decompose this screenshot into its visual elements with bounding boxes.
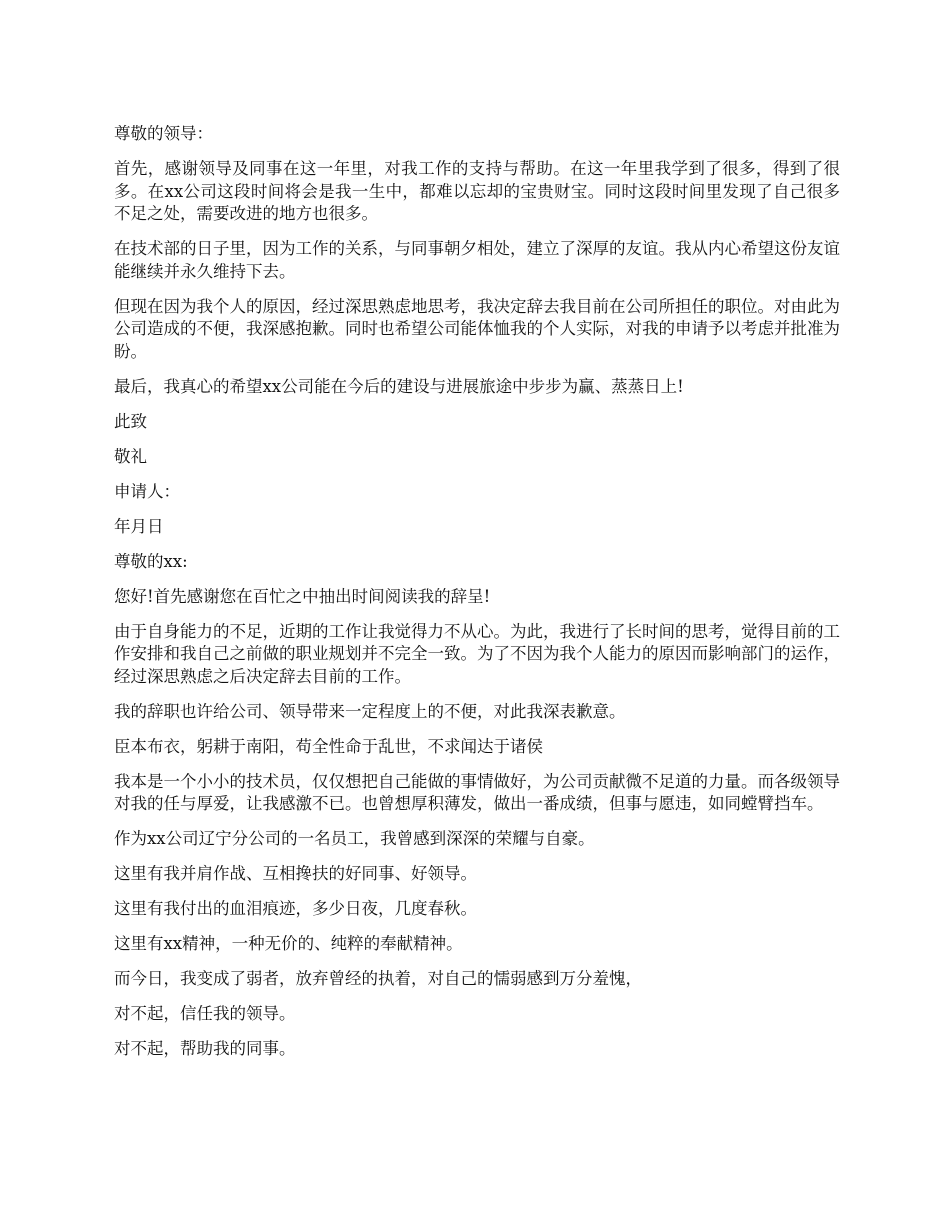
salutation-second: 尊敬的xx: (114, 551, 188, 571)
paragraph-greeting: 您好!首先感谢您在百忙之中抽出时间阅读我的辞呈! (114, 586, 491, 606)
paragraph-spirit: 这里有xx精神，一种无价的、纯粹的奉献精神。 (114, 934, 463, 953)
paragraph-pride: 作为xx公司辽宁分公司的一名员工，我曾感到深深的荣耀与自豪。 (114, 829, 595, 848)
salutation: 尊敬的领导： (114, 124, 213, 143)
closing-jingli: 敬礼 (114, 446, 147, 466)
paragraph-resignation: 但现在因为我个人的原因，经过深思熟虑地思考，我决定辞去我目前在公司所担任的职位。对由此为公司造成的不便，我深感抱歉。同时也希望公司能体恤我的个人实际，对我的申请予以考虑并批准为盼。 (114, 296, 840, 361)
paragraph-wishes: 最后，我真心的希望xx公司能在今后的建设与进展旅途中步步为赢、蒸蒸日上! (114, 376, 684, 396)
applicant-line: 申请人： (114, 481, 180, 501)
paragraph-apology: 我的辞职也许给公司、领导带来一定程度上的不便，对此我深表歉意。 (114, 701, 626, 721)
document-body (114, 123, 840, 1073)
paragraph-years: 这里有我付出的血泪痕迹，多少日夜，几度春秋。 (114, 899, 477, 918)
paragraph-quote: 臣本布衣，躬耕于南阳，苟全性命于乱世，不求闻达于诸侯 (114, 736, 543, 756)
paragraph-sorry-colleagues: 对不起，帮助我的同事。 (114, 1039, 296, 1058)
paragraph-friendship: 在技术部的日子里，因为工作的关系，与同事朝夕相处，建立了深厚的友谊。我从内心希望这份友谊能继续并永久维持下去。 (114, 239, 840, 281)
paragraph-reason: 由于自身能力的不足，近期的工作让我觉得力不从心。为此，我进行了长时间的思考，觉得目前的工作安排和我自己之前做的职业规划并不完全一致。为了不因为我个人能力的原因而影响部门的运作，经过深思熟虑之后决定辞去目前的工作。 (114, 621, 840, 686)
paragraph-shame: 而今日，我变成了弱者，放弃曾经的执着，对自己的懦弱感到万分羞愧， (114, 969, 642, 988)
paragraph-technician: 我本是一个小小的技术员，仅仅想把自己能做的事情做好，为公司贡献微不足道的力量。而各级领导对我的任与厚爱，让我感激不已。也曾想厚积薄发，做出一番成绩，但事与愿违，如同螳臂挡车。 (114, 771, 840, 813)
paragraph-gratitude: 首先，感谢领导及同事在这一年里，对我工作的支持与帮助。在这一年里我学到了很多，得到了很多。在xx公司这段时间将会是我一生中，都难以忘却的宝贵财宝。同时这段时间里发现了自己很多不足之处，需要改进的地方也很多。 (114, 159, 840, 223)
date-line: 年月日 (114, 516, 164, 536)
paragraph-colleagues: 这里有我并肩作战、互相搀扶的好同事、好领导。 (114, 864, 477, 883)
paragraph-sorry-leaders: 对不起，信任我的领导。 (114, 1004, 296, 1023)
closing-cizhi: 此致 (114, 411, 147, 431)
